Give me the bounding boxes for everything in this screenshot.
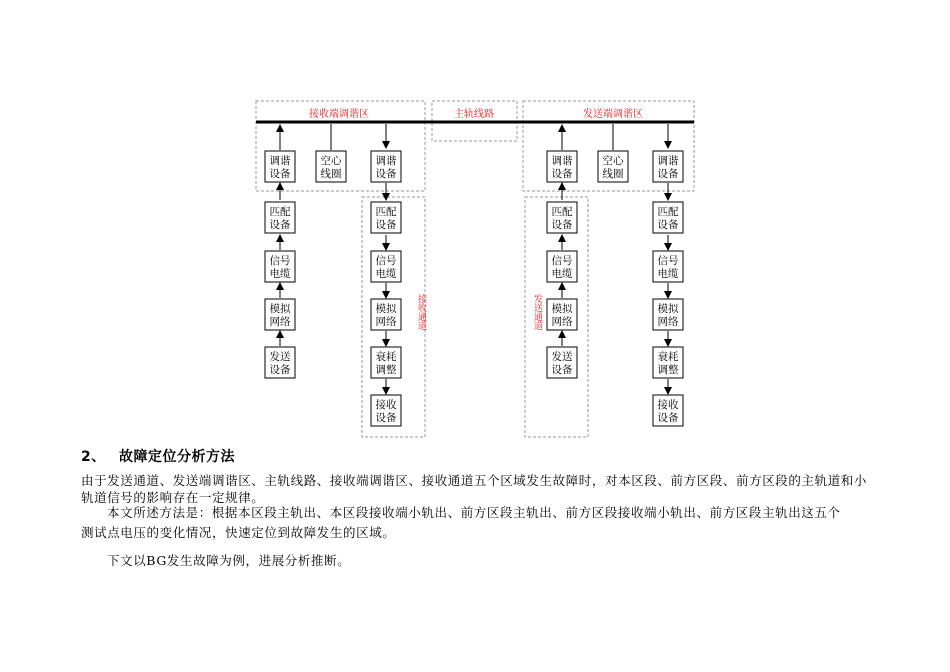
device-box-label: 接收 [657, 399, 679, 411]
device-box-label: 电缆 [269, 268, 291, 280]
device-box-label: 电缆 [375, 268, 397, 280]
middle-region-label: 主轨线路 [454, 109, 494, 120]
device-box-label: 调谐 [375, 155, 397, 167]
device-box-label: 匹配 [551, 206, 573, 218]
device-box-label: 调整 [657, 364, 679, 376]
device-box-sim-net [371, 299, 401, 330]
device-box-label: 空心 [602, 155, 624, 167]
paragraph-1: 由于发送通道、发送端调谐区、主轨线路、接收端调谐区、接收通道五个区域发生故障时，对本区段、前方区段、前方区段的主轨道和小轨道信号的影响存在一定规律。 [81, 473, 868, 505]
device-box-sim-net [653, 299, 683, 330]
device-boxes [265, 151, 683, 426]
device-box-label: 线圈 [320, 168, 342, 180]
device-box-label: 电缆 [551, 268, 573, 280]
device-box-label: 设备 [375, 219, 397, 231]
device-box-label: 设备 [269, 219, 291, 231]
device-box-sim-net [547, 299, 577, 330]
left-channel-label: 接收通道 [416, 294, 426, 330]
paragraph-3: 测试点电压的变化情况，快速定位到故障发生的区域。 [81, 525, 396, 540]
device-box-label: 匹配 [269, 206, 291, 218]
device-box-label: 设备 [375, 168, 397, 180]
device-box-label: 空心 [320, 155, 342, 167]
device-box-label: 衰耗 [375, 351, 397, 363]
device-box-label: 网络 [269, 316, 291, 328]
device-box-tune-dev [371, 151, 401, 182]
device-box-match-dev [653, 202, 683, 233]
device-box-label: 设备 [269, 168, 291, 180]
device-box-tune-dev [653, 151, 683, 182]
device-box-recv-dev [653, 395, 683, 426]
device-box-label: 信号 [551, 255, 573, 267]
device-box-label: 模拟 [375, 303, 397, 315]
device-box-label: 网络 [375, 316, 397, 328]
device-box-label: 设备 [657, 412, 679, 424]
device-box-match-dev [265, 202, 295, 233]
device-box-air-coil [316, 151, 346, 182]
device-box-label: 网络 [551, 316, 573, 328]
device-box-label: 信号 [375, 255, 397, 267]
device-box-label: 线圈 [602, 168, 624, 180]
device-box-tune-dev [265, 151, 295, 182]
device-box-label: 模拟 [657, 303, 679, 315]
device-box-label: 调整 [375, 364, 397, 376]
device-box-label: 电缆 [657, 268, 679, 280]
device-box-label: 调谐 [269, 155, 291, 167]
device-box-label: 设备 [551, 219, 573, 231]
device-box-label: 设备 [375, 412, 397, 424]
right-channel-label: 发送通道 [532, 294, 542, 330]
device-box-atten-adj [653, 347, 683, 378]
device-box-send-dev [547, 347, 577, 378]
device-box-label: 设备 [657, 168, 679, 180]
device-box-label: 设备 [551, 364, 573, 376]
device-box-label: 发送 [269, 351, 291, 363]
device-box-atten-adj [371, 347, 401, 378]
device-box-label: 设备 [269, 364, 291, 376]
device-box-tune-dev [547, 151, 577, 182]
device-box-label: 接收 [375, 399, 397, 411]
device-box-label: 信号 [269, 255, 291, 267]
device-box-label: 发送 [551, 351, 573, 363]
device-box-label: 调谐 [551, 155, 573, 167]
device-box-label: 衰耗 [657, 351, 679, 363]
device-box-send-dev [265, 347, 295, 378]
device-box-label: 匹配 [657, 206, 679, 218]
device-box-match-dev [371, 202, 401, 233]
device-box-sig-cable [547, 251, 577, 282]
paragraph-4: 下文以BG发生故障为例，进展分析推断。 [107, 553, 351, 568]
left-region-label: 接收端调谐区 [309, 109, 369, 120]
device-box-sig-cable [653, 251, 683, 282]
right-region-label: 发送端调谐区 [583, 109, 643, 120]
device-box-air-coil [598, 151, 628, 182]
device-box-label: 设备 [551, 168, 573, 180]
device-box-label: 网络 [657, 316, 679, 328]
section-number: 2、 [81, 449, 106, 465]
device-box-label: 调谐 [657, 155, 679, 167]
device-box-label: 设备 [657, 219, 679, 231]
section-title: 故障定位分析方法 [119, 449, 235, 465]
paragraph-2: 本文所述方法是：根据本区段主轨出、本区段接收端小轨出、前方区段主轨出、前方区段接收端小轨出、前方区段主轨出这五个 [107, 505, 841, 520]
device-box-label: 匹配 [375, 206, 397, 218]
device-box-sim-net [265, 299, 295, 330]
device-box-sig-cable [265, 251, 295, 282]
section-heading [81, 446, 235, 466]
device-box-label: 模拟 [269, 303, 291, 315]
device-box-sig-cable [371, 251, 401, 282]
device-box-match-dev [547, 202, 577, 233]
device-box-label: 信号 [657, 255, 679, 267]
device-box-recv-dev [371, 395, 401, 426]
device-box-label: 模拟 [551, 303, 573, 315]
